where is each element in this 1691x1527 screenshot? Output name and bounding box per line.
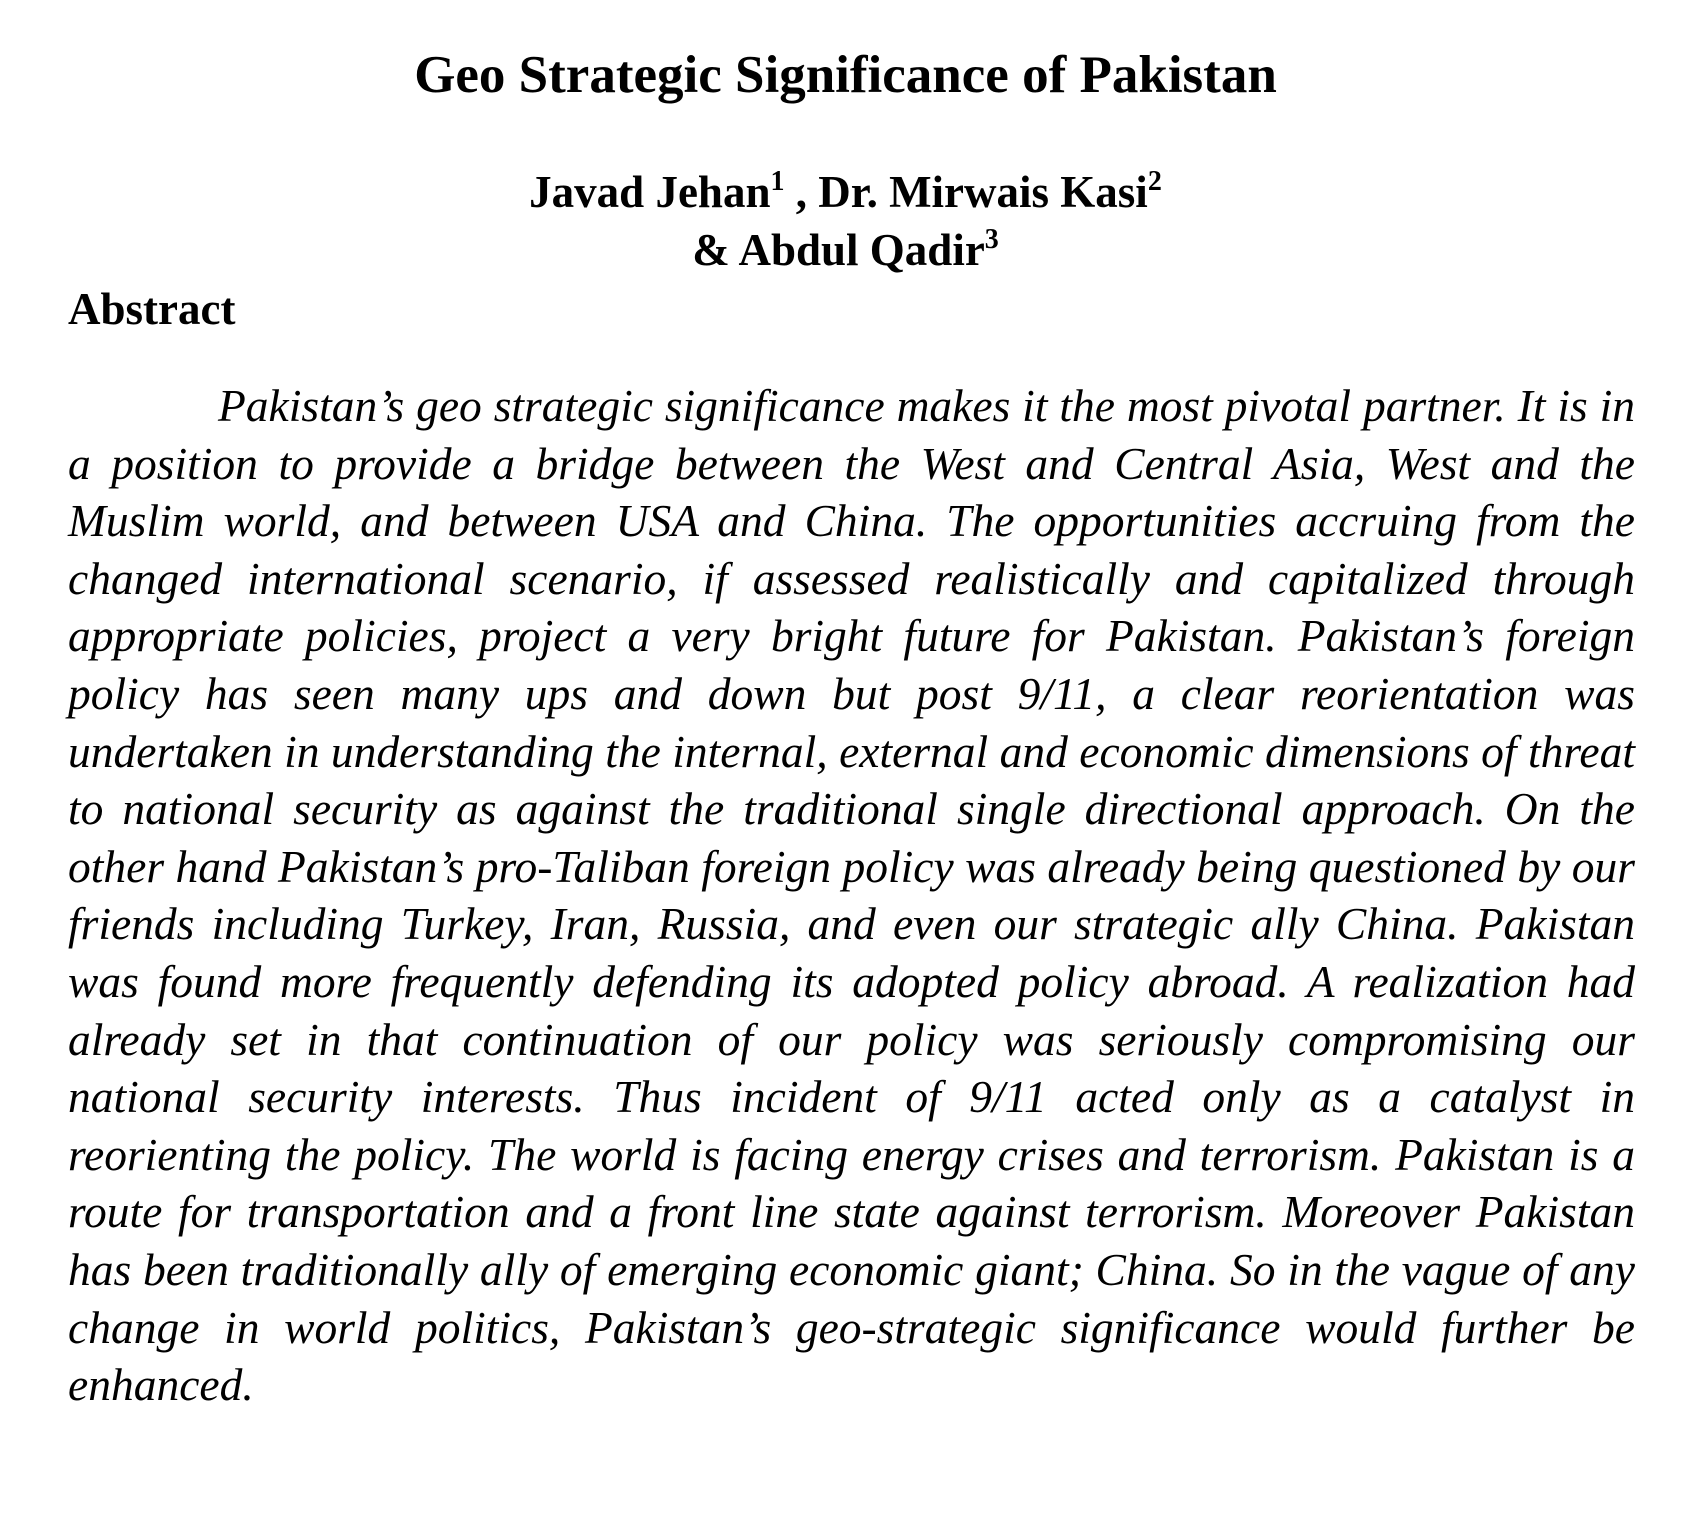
paper-title: Geo Strategic Significance of Pakistan <box>414 46 1277 104</box>
abstract-body: Pakistan’s geo strategic significance makes it the most pivotal partner. It is in a position to provide a bridge between the West and Central Asia, West and the Muslim world, and between USA and China. The opportunities accruing from the changed international scenario, if assessed realistically and capitalized through appropriate policies, project a very bright future for Pakistan. Pakistan’s foreign policy has seen many ups and down but post 9/11, a clear reorientation was undertaken in understanding the internal, external and economic dimensions of threat to national security as against the traditional single directional approach. On the other hand Pakistan’s pro-Taliban foreign policy was already being questioned by our friends including Turkey, Iran, Russia, and even our strategic ally China. Pakistan was found more frequently defending its adopted policy abroad. A realization had already set in that continuation of our policy was seriously compromising our national security interests. Thus incident of 9/11 acted only as a catalyst in reorienting the policy. The world is facing energy crises and terrorism. Pakistan is a route for transportation and a front line state against terrorism. Moreover Pakistan has been traditionally ally of emerging economic giant; China. So in the vague of any change in world politics, Pakistan’s geo-strategic significance would further be enhanced. <box>68 380 1635 1411</box>
affiliation-mark: 1 <box>770 166 785 197</box>
author-list <box>0 163 1691 279</box>
author-conjunction: & <box>692 225 739 275</box>
author-name: Dr. Mirwais Kasi <box>818 167 1148 217</box>
author-line-1 <box>0 163 1691 221</box>
author-name: Abdul Qadir <box>738 225 985 275</box>
affiliation-mark: 3 <box>984 224 999 255</box>
author-line-2 <box>0 221 1691 279</box>
author-separator: , <box>784 167 819 217</box>
abstract-heading: Abstract <box>68 284 236 334</box>
affiliation-mark: 2 <box>1147 166 1162 197</box>
author-name: Javad Jehan <box>529 167 771 217</box>
